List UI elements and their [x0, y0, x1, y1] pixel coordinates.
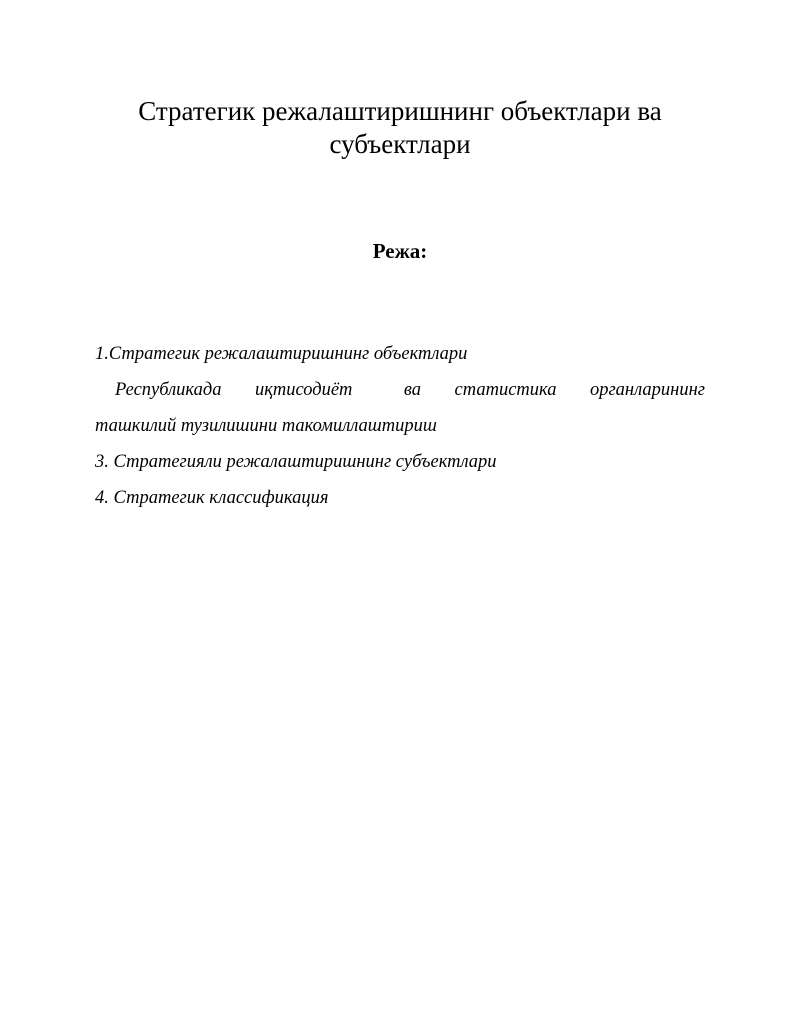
plan-item-2-word: статистика	[454, 380, 557, 400]
plan-item-1: 1.Стратегик режалаштиришнинг объектлари	[95, 344, 468, 364]
plan-item-2	[95, 372, 705, 408]
plan-item-4: 4. Стратегик классификация	[95, 488, 329, 508]
plan-item-2-word: органларининг	[589, 380, 705, 400]
plan-item-3: 3. Стратегияли режалаштиришнинг субъектлари	[95, 452, 497, 472]
plan-item-2-word: Республикада	[115, 380, 222, 400]
plan-item-2-word: иқтисодиёт	[254, 380, 353, 400]
plan-item-2-line-1	[115, 372, 705, 408]
plan-item-2-word: ва	[403, 380, 422, 400]
plan-list	[95, 336, 705, 516]
plan-heading: Режа:	[372, 239, 428, 263]
document-title: Стратегик режалаштиришнинг объектлари ва субъектлари	[138, 96, 662, 159]
plan-item-2-line-2: ташкилий тузилишини такомиллаштириш	[95, 416, 437, 436]
